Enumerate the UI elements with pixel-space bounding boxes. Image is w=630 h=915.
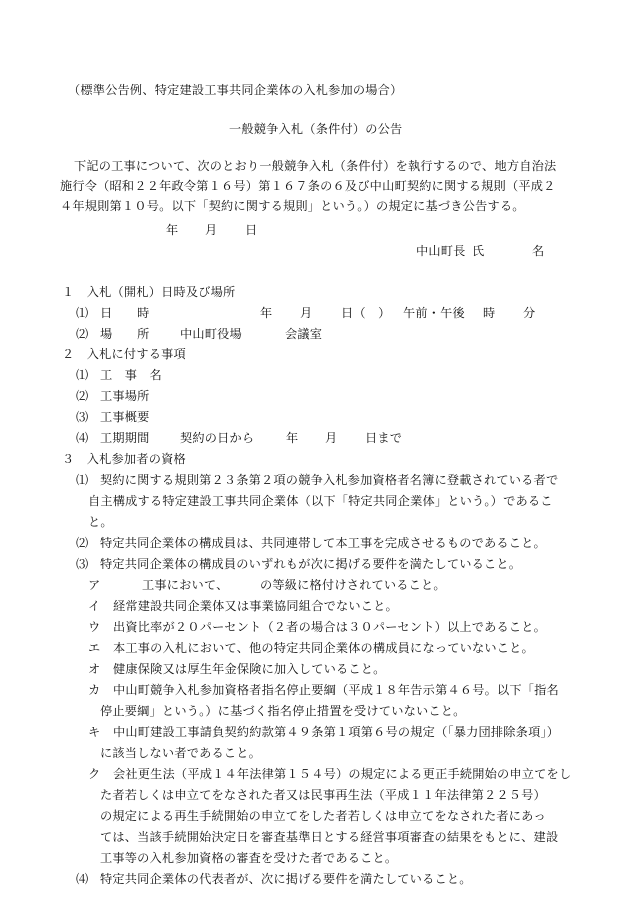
section1-heading: １ 入札（開札）日時及び場所 [62, 285, 236, 299]
item-number: ⑴ [76, 368, 89, 382]
minute-label: 分 [523, 306, 536, 320]
year-label: 年 [260, 306, 273, 320]
item-number: ⑵ [76, 327, 89, 341]
date-day: 日 [245, 223, 258, 237]
subitem-text: 経常建設共同企業体又は事業協同組合でないこと。 [113, 599, 398, 613]
section3-heading: ３ 入札参加者の資格 [62, 452, 186, 466]
item-number: ⑷ [76, 872, 89, 886]
subitem-text: の等級に格付けされていること。 [260, 578, 446, 592]
date-year: 年 [166, 223, 179, 237]
item-text: 工 事 名 [100, 368, 162, 382]
item-text: 工事概要 [100, 410, 150, 424]
signature-office: 中山町長 [416, 244, 466, 258]
subitem-line: 停止要綱」という。）に基づく指名停止措置を受けていないこと。 [100, 704, 466, 718]
item-number: ⑴ [76, 473, 89, 487]
day-label: 日（ ） [341, 306, 391, 320]
item-line: 自主構成する特定建設工事共同企業体（以下「特定共同企業体」という。）であるこ [88, 494, 553, 508]
subitem-text: 健康保険又は厚生年金保険に加入していること。 [113, 662, 386, 676]
item-label: 場 所 [100, 327, 150, 341]
subitem-text: 工事において、 [142, 578, 229, 592]
ampm-label: 午前・午後 [403, 306, 465, 320]
item-number: ⑶ [76, 410, 89, 424]
hour-label: 時 [483, 306, 496, 320]
item-number: ⑵ [76, 536, 89, 550]
subitem-mark: オ [88, 662, 101, 676]
subitem-line: た者若しくは申立てをなされた者又は民事再生法（平成１１年法律第２２５号） [100, 788, 546, 802]
subitem-mark: エ [88, 641, 101, 655]
document-title: 一般競争入札（条件付）の公告 [229, 122, 403, 136]
subitem-mark: キ [88, 725, 101, 739]
item-text: 工事場所 [100, 389, 150, 403]
item-text: 特定共同企業体の代表者が、次に掲げる要件を満たしていること。 [100, 872, 472, 886]
section2-heading: ２ 入札に付する事項 [62, 347, 186, 361]
subitem-line: に該当しない者であること。 [100, 746, 262, 760]
subitem-line: 中山町競争入札参加資格者指名停止要綱（平成１８年告示第４６号。以下「指名 [113, 683, 559, 697]
subitem-text: 本工事の入札において、他の特定共同企業体の構成員になっていないこと。 [113, 641, 534, 655]
subitem-text: 出資比率が２０パーセント（２者の場合は３０パーセント）以上であること。 [113, 620, 547, 634]
signature-name-label: 氏 [472, 244, 485, 258]
item-line: 契約に関する規則第２３条第２項の競争入札参加資格者名簿に登載されている者で [100, 473, 559, 487]
period-from: 契約の日から [180, 431, 255, 445]
period-month: 月 [325, 431, 338, 445]
signature-name-suffix: 名 [532, 244, 545, 258]
subitem-line: 会社更生法（平成１４年法律第１５４号）の規定による更正手続開始の申立てをし [113, 767, 572, 781]
item-number: ⑷ [76, 431, 89, 445]
month-label: 月 [300, 306, 313, 320]
item-label: 日 時 [100, 306, 150, 320]
subitem-line: 中山町建設工事請負契約約款第４９条第１項第６号の規定（「暴力団排除条項」） [113, 725, 560, 739]
period-year: 年 [286, 431, 299, 445]
period-until: 日まで [365, 431, 403, 445]
subitem-line: 工事等の入札参加資格の審査を受けた者であること。 [100, 851, 398, 865]
item-number: ⑶ [76, 557, 89, 571]
intro-line: 下記の工事について、次のとおり一般競争入札（条件付）を執行するので、地方自治法 [74, 159, 557, 173]
date-month: 月 [205, 223, 218, 237]
subitem-mark: ア [88, 578, 101, 592]
subitem-mark: ク [88, 767, 101, 781]
item-text: 特定共同企業体の構成員は、共同連帯して本工事を完成させるものであること。 [100, 536, 546, 550]
room-value: 会議室 [285, 327, 323, 341]
item-number: ⑵ [76, 389, 89, 403]
item-line: と。 [88, 515, 113, 529]
subitem-line: ては、当該手続開始決定日を審査基準日とする経営事項審査の結果をもとに、建設 [100, 830, 559, 844]
intro-line: ４年規則第１０号。以下「契約に関する規則」という。）の規定に基づき公告する。 [60, 199, 525, 213]
subitem-mark: カ [88, 683, 101, 697]
subitem-mark: ウ [88, 620, 101, 634]
header-note: （標準公告例、特定建設工事共同企業体の入札参加の場合） [68, 83, 403, 97]
item-number: ⑴ [76, 306, 89, 320]
subitem-line: の規定による再生手続開始の申立てをした者若しくは申立てをなされた者にあっ [100, 809, 546, 823]
place-value: 中山町役場 [180, 327, 242, 341]
intro-line: 施行令（昭和２２年政令第１６号）第１６７条の６及び中山町契約に関する規則（平成２ [60, 179, 556, 193]
subitem-mark: イ [88, 599, 101, 613]
period-label: 工期期間 [100, 431, 150, 445]
item-text: 特定共同企業体の構成員のいずれもが次に掲げる要件を満たしていること。 [100, 557, 522, 571]
